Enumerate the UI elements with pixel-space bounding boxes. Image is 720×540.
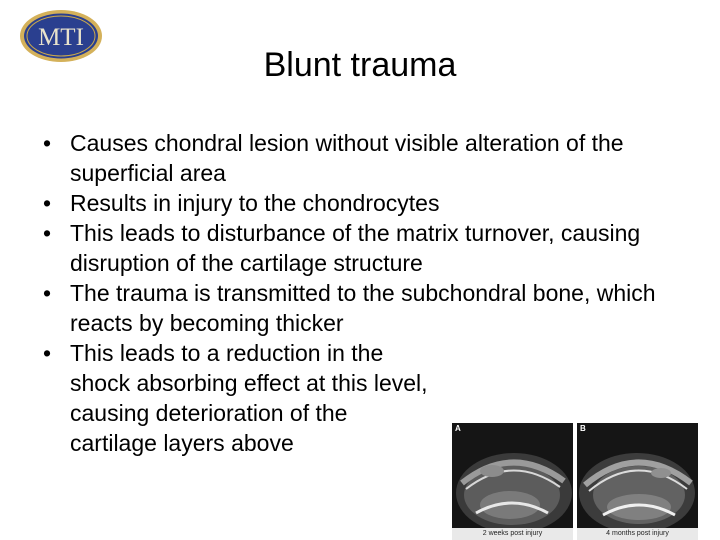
bullet-item (40, 278, 680, 338)
panel-caption-b: 4 months post injury (577, 528, 698, 540)
bullet-text: This leads to a reduction in the shock absorbing effect at this level, causing deterioration of the cartilage layers above (70, 340, 428, 456)
bullet-marker: • (43, 340, 52, 366)
bullet-text: This leads to disturbance of the matrix turnover, causing disruption of the cartilage structure (70, 220, 641, 276)
mri-panel-b (577, 423, 698, 540)
panel-caption-a: 2 weeks post injury (452, 528, 573, 540)
bullet-item (40, 218, 680, 278)
bullet-text: Results in injury to the chondrocytes (70, 190, 440, 216)
bullet-list (40, 128, 680, 458)
mri-scan-a-image (452, 423, 573, 528)
bullet-marker: • (43, 130, 52, 156)
bullet-item (40, 188, 680, 218)
mri-panel-a (452, 423, 573, 540)
bullet-item (40, 128, 680, 188)
bullet-text: Causes chondral lesion without visible alteration of the superficial area (70, 130, 624, 186)
bullet-text: The trauma is transmitted to the subchondral bone, which reacts by becoming thicker (70, 280, 656, 336)
slide-title: Blunt trauma (263, 46, 457, 84)
bullet-marker: • (43, 190, 52, 216)
logo-text: MTI (38, 24, 84, 51)
panel-letter-a: A (455, 424, 461, 433)
panel-letter-b: B (580, 424, 586, 433)
mri-figure (452, 423, 698, 540)
bullet-marker: • (43, 220, 52, 246)
mri-scan-b-image (577, 423, 698, 528)
bullet-marker: • (43, 280, 52, 306)
